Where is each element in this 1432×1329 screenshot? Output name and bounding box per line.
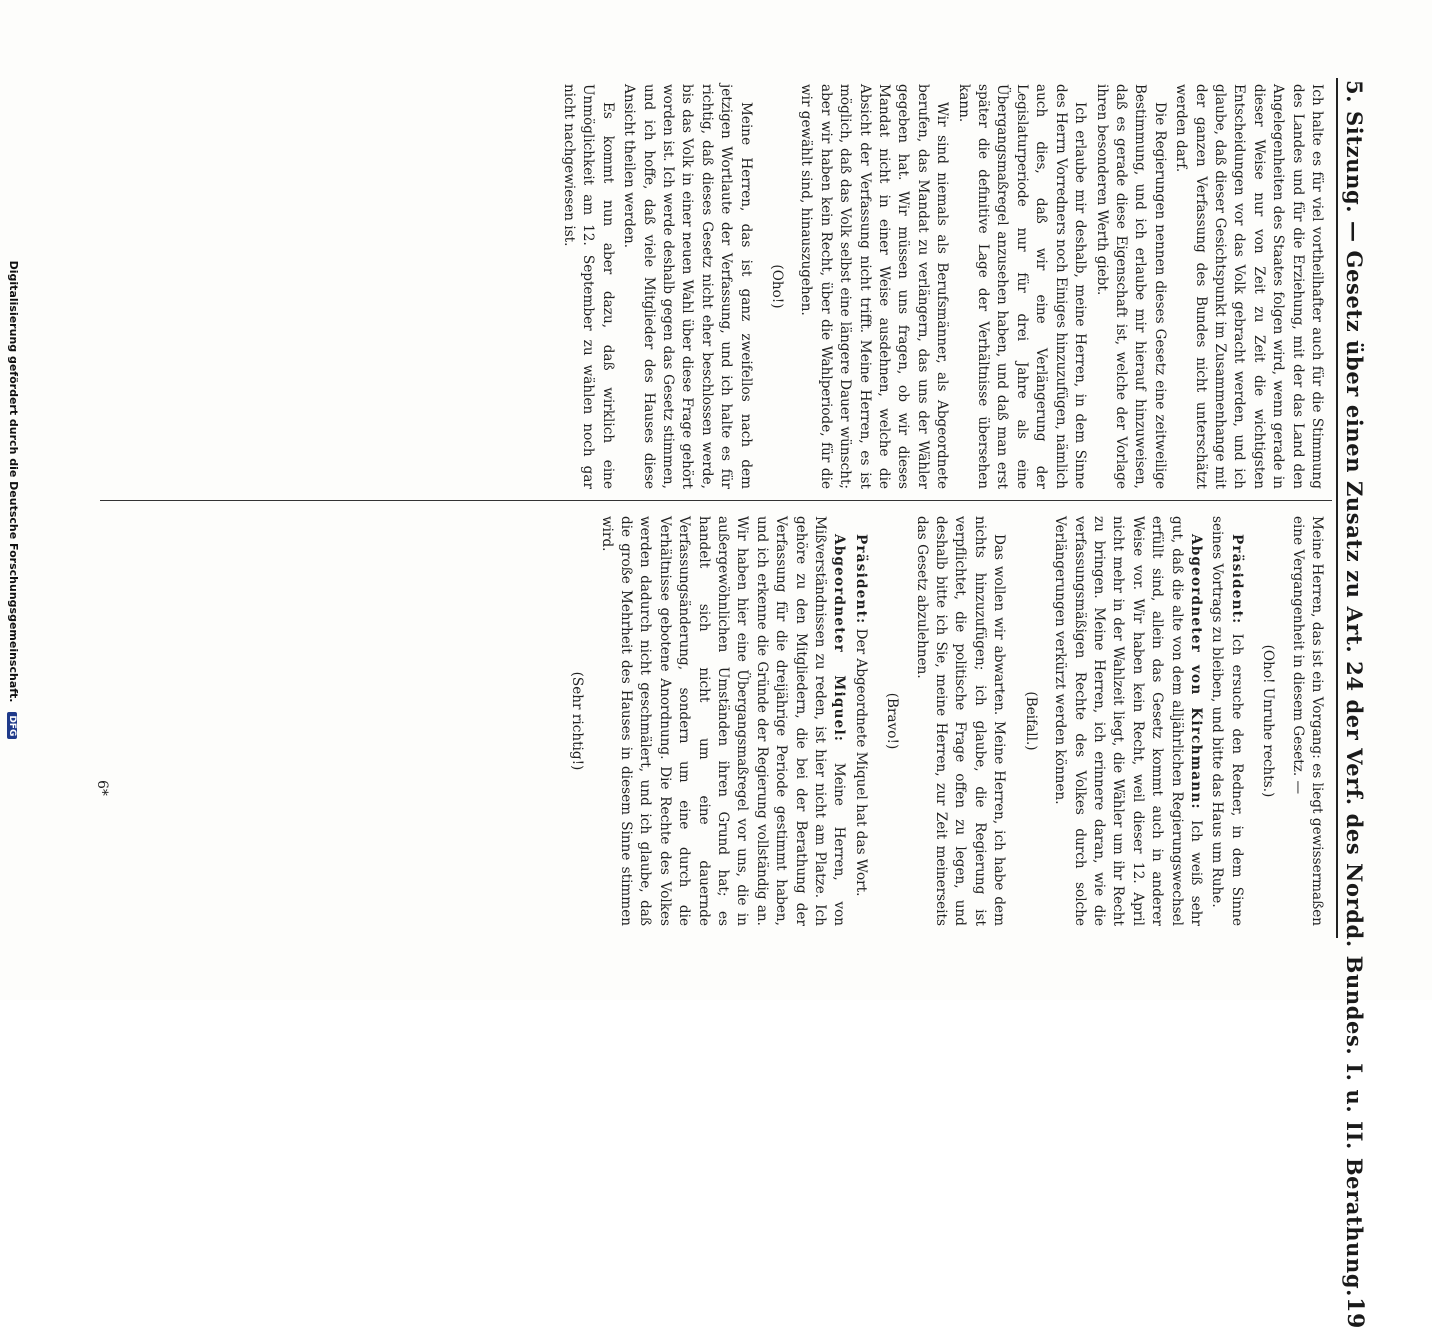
interjection: (Beifall.) — [1022, 691, 1039, 751]
right-column — [555, 516, 1326, 926]
running-title: 5. Sitzung. — Gesetz über einen Zusatz zu Art. 24 der Verf. des Nordd. Bundes. I. u. II. Berathung. — [1342, 80, 1367, 1298]
right-intro: Meine Herren, das ist ein Vorgang: es liegt gewissermaßen eine Vergangenheit in diesem Gesetz. — — [1289, 516, 1325, 926]
column-divider — [100, 500, 1332, 501]
digitization-note — [2, 0, 20, 1000]
right-paragraph: Das wollen wir abwarten. Meine Herren, ich habe dem nichts hinzuzufügen; ich glaube, die Regierung ist verpflichtet, die politische Frage offen zu legen, und deshalb bitte ich Sie, meine Herren, zur Zeit meinerseits das Gesetz abzulehnen. — [913, 516, 1008, 926]
interjection: (Oho!) — [769, 264, 786, 309]
speaker-label: Präsident: — [1228, 534, 1245, 625]
speaker-label: Präsident: — [852, 534, 869, 625]
speaker-label: Abgeordneter Miquel: — [831, 534, 848, 743]
page-number: 19 — [1342, 1297, 1368, 1329]
speaker-label: Abgeordneter von Kirchmann: — [1187, 534, 1204, 810]
left-paragraph-5: Meine Herren, das ist ganz zweifellos nach dem jetzigen Wortlaute der Verfassung, und ich halte es für richtig, daß dieses Gesetz nicht eher beschlossen werde, bis das Volk in einer neuen Wahl über diese Frage gehört worden ist. Ich werde deshalb gegen das Gesetz stimmen, und ich hoffe, daß viele Mitglieder des Hauses diese Ansicht theilen werden. — [621, 84, 754, 489]
left-paragraph-6: Es kommt nun aber dazu, daß wirklich eine Unmöglichkeit am 12. September zu wählen noch gar nicht nachgewiesen ist. — [560, 84, 616, 489]
speech-text: Meine Herren, von Mißverständnissen zu reden, ist hier nicht am Platze. Ich gehöre zu den Mitgliedern, die bei der Berathung der Verfassung für die dreijährige Periode gestimmt haben, und ich erkenne die Gründe der Regierung vollständig an. Wir haben hier eine Übergangsmaßregel vor uns, die in außergewöhnlichen Umständen ihren Grund hat; es handelt sich nicht um eine dauernde Verfassungsänderung, sondern um eine durch die Verhältnisse gebotene Anordnung. Die Rechte des Volkes werden dadurch nicht geschmälert, und ich glaube, daß die große Mehrheit des Hauses in diesem Sinne stimmen wird. — [598, 516, 848, 927]
running-head — [1342, 80, 1372, 1329]
president-remark — [1207, 516, 1246, 926]
speech-text: Ich ersuche den Redner, in dem Sinne seines Vortrags zu bleiben, und bitte das Haus um Ruhe. — [1209, 516, 1245, 926]
speech-kirchmann — [1050, 516, 1205, 926]
president-remark — [850, 516, 869, 926]
left-paragraph-3: Ich erlaube mir deshalb, meine Herren, in dem Sinne des Herrn Vorredners noch Einiges hinzuzufügen, nämlich auch dies, daß wir eine Verlängerung der Legislaturperiode nur für drei Jahre als eine Übergangsmaßregel anzusehen haben, und daß man erst später die definitive Lage der Verhältnisse übersehen kann. — [955, 84, 1089, 489]
speech-text: Ich weiß sehr gut, daß die alte von dem alljährlichen Regierungswechsel erfüllt sind, allein das Gesetz kommt auch in anderer Weise vor. Wir haben kein Recht, weil dieser 12. April nicht mehr in der Wahlzeit liegt, die Wähler um ihr Recht zu bringen. Meine Herren, ich erinnere daran, wie die verfassungsmäßigen Rechte des Volkes durch solche Verlängerungen verkürzt werden können. — [1052, 516, 1204, 926]
interjection: (Sehr richtig!) — [569, 671, 586, 771]
left-column — [557, 84, 1326, 489]
dfg-logo: DFG — [7, 712, 17, 739]
header-rule — [1336, 78, 1338, 938]
digitization-text: Digitalisierung gefördert durch die Deutsche Forschungsgemeinschaft. — [7, 260, 20, 703]
left-paragraph-1: Ich halte es für viel vortheilhafter auch für die Stimmung des Landes und für die Erziehung, mit der das Land den Angelegenheiten des Staates folgen wird, wenn gerade in dieser Weise nur von Zeit zu Zeit die wichtigsten Entscheidungen vor das Volk gebracht werden, und ich glaube, daß dieser Gesichtspunkt im Zusammenhange mit der ganzen Verfassung des Bundes nicht unterschätzt werden darf. — [1173, 84, 1325, 489]
interjection: (Bravo!) — [884, 692, 901, 750]
signature-mark: 6* — [94, 780, 110, 796]
left-paragraph-4: Wir sind niemals als Berufsmänner, als Abgeordnete berufen, das Mandat zu verlängern, das uns der Wähler gegeben hat. Wir müssen uns fragen, ob wir dieses Mandat nicht in einer Weise ausdehnen, welche die Absicht der Verfassung nicht trifft. Meine Herren, es ist möglich, daß das Volk selbst eine längere Dauer wünscht; aber wir haben kein Recht, über die Wahlperiode, für die wir gewählt sind, hinauszugehen. — [798, 84, 951, 489]
left-paragraph-2: Die Regierungen nennen dieses Gesetz eine zeitweilige Bestimmung, und ich erlaube mir hierauf hinzuweisen, daß es gerade diese Eigenschaft ist, welche der Vorlage ihren besonderen Werth giebt. — [1093, 84, 1168, 489]
speech-text: Der Abgeordnete Miquel hat das Wort. — [852, 628, 869, 897]
speech-miquel — [596, 516, 848, 926]
interjection: (Oho! Unruhe rechts.) — [1260, 644, 1277, 798]
